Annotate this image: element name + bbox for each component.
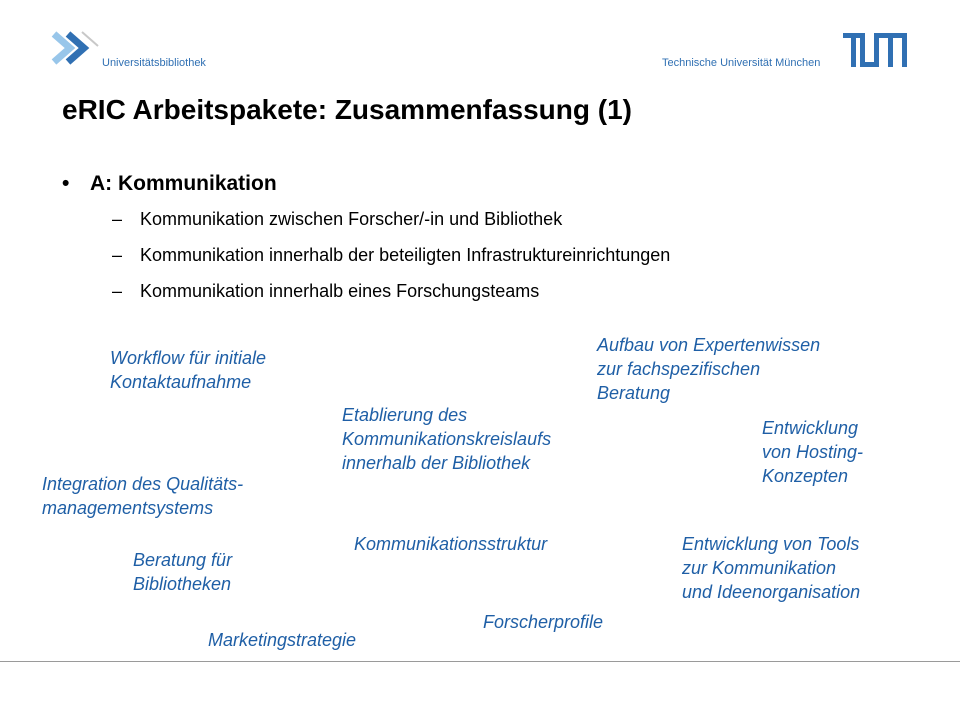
note-line: innerhalb der Bibliothek [342,453,531,473]
note-line: Marketingstrategie [208,630,357,650]
note-line: zur Kommunikation [682,558,837,578]
note-line: Beratung für [133,550,233,570]
sub-item-dash: – [112,281,123,301]
note-line: zur fachspezifischen [597,359,761,379]
note-workflow [110,346,266,394]
slide-title: eRIC Arbeitspakete: Zusammenfassung (1) [62,94,632,125]
note-tools [682,532,860,604]
note-line: Workflow für initiale [110,348,267,368]
note-line: Aufbau von Expertenwissen [597,335,821,355]
note-library-consulting [133,548,232,596]
note-quality-management [42,472,243,520]
sub-item-dash: – [112,209,123,229]
note-communication-structure [354,532,547,556]
note-researcher-profiles [483,610,603,634]
library-label: Universitätsbibliothek [102,57,206,69]
note-line: Entwicklung [762,418,859,438]
note-line: Integration des Qualitäts- [42,474,244,494]
sub-item-text: Kommunikation zwischen Forscher/-in und Bibliothek [140,209,563,229]
note-expertise [597,333,820,405]
note-line: Forscherprofile [483,612,604,632]
note-line: und Ideenorganisation [682,582,861,602]
note-hosting [762,416,863,488]
bullet-text: A: Kommunikation [90,172,277,195]
note-line: Bibliotheken [133,574,232,594]
tum-logo-icon [843,33,907,67]
sub-item-text: Kommunikation innerhalb der beteiligten Infrastruktureinrichtungen [140,245,671,265]
note-line: Beratung [597,383,671,403]
note-line: von Hosting- [762,442,864,462]
university-library-logo-icon [48,28,104,68]
note-line: Kommunikationskreislaufs [342,429,552,449]
note-line: managementsystems [42,498,214,518]
bullet-marker: • [62,172,70,195]
note-line: Konzepten [762,466,849,486]
note-communication-cycle [342,403,551,475]
note-line: Kontaktaufnahme [110,372,252,392]
bullet-item [62,172,277,196]
sub-item-text: Kommunikation innerhalb eines Forschungsteams [140,281,540,301]
note-line: Kommunikationsstruktur [354,534,548,554]
note-marketing [208,628,356,652]
sub-item [112,281,539,302]
university-label: Technische Universität München [662,57,821,69]
note-line: Etablierung des [342,405,468,425]
footer-divider [0,661,960,662]
sub-item [112,209,562,230]
sub-item [112,245,670,266]
sub-item-dash: – [112,245,123,265]
note-line: Entwicklung von Tools [682,534,860,554]
